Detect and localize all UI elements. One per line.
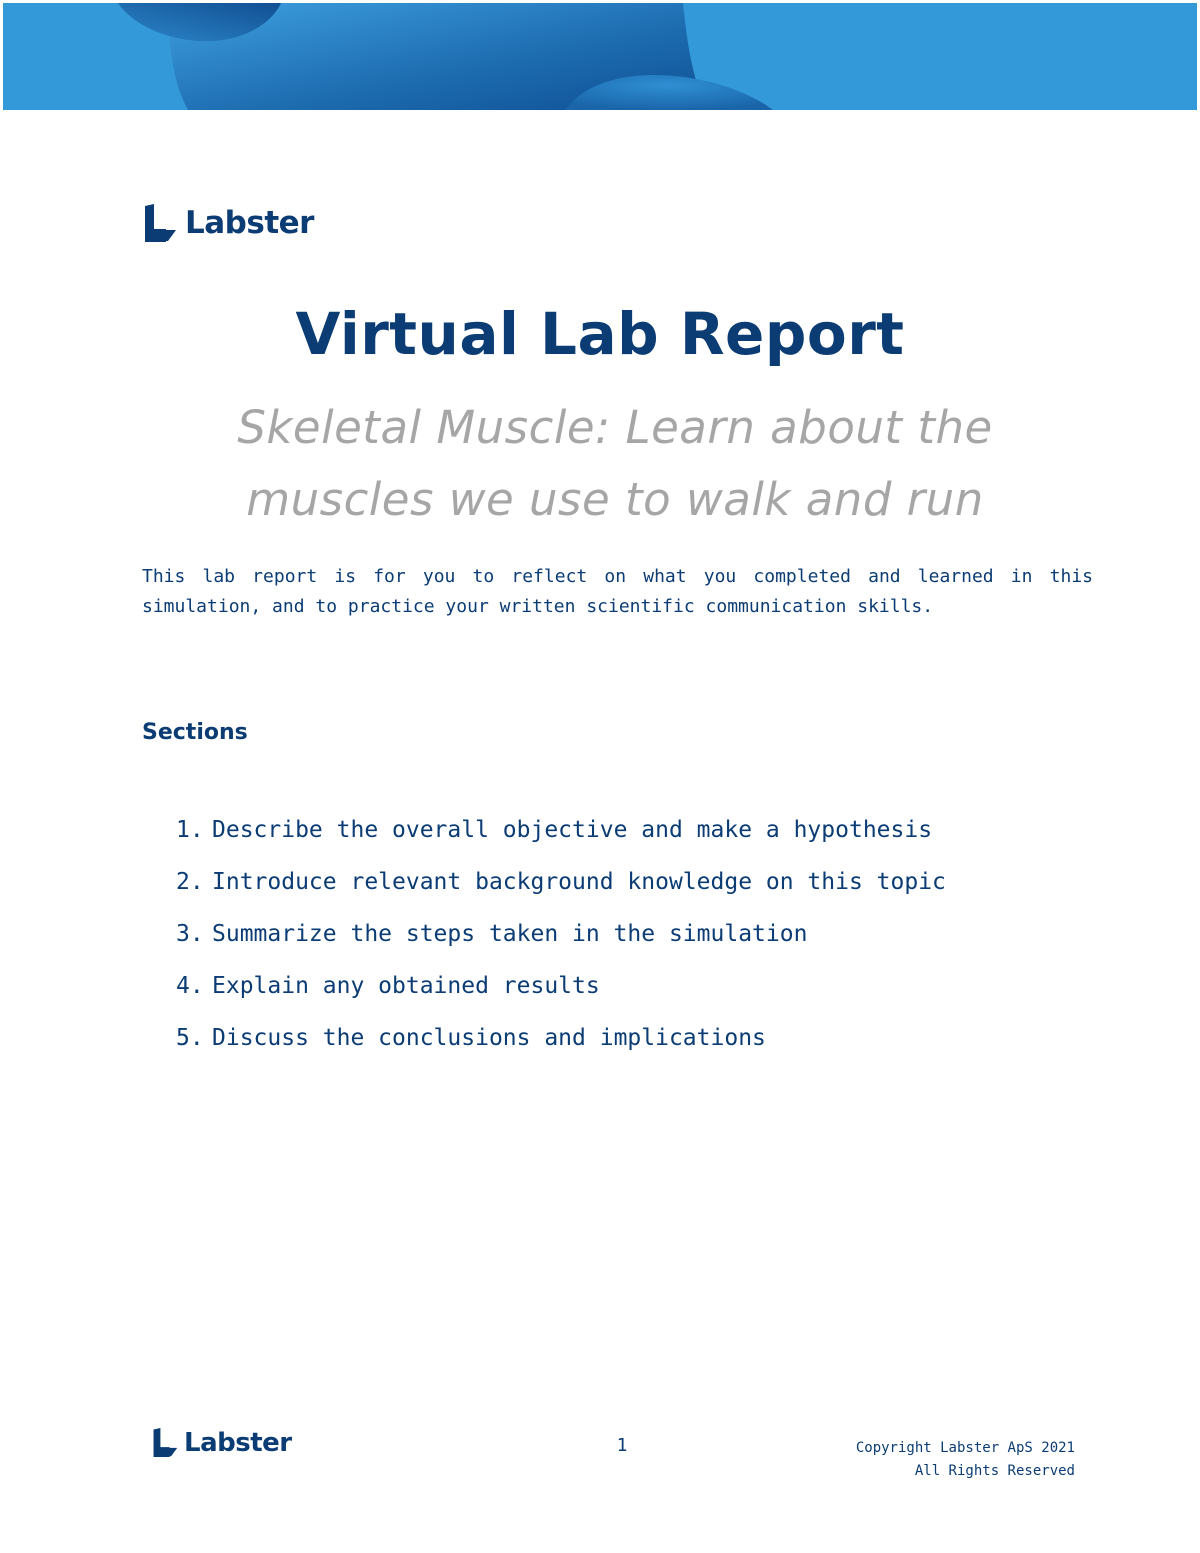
header-banner — [3, 3, 1197, 110]
list-item-text: Discuss the conclusions and implications — [212, 1025, 766, 1051]
banner-graphic — [3, 3, 1197, 110]
page-number: 1 — [616, 1435, 628, 1456]
labster-logo-icon — [143, 204, 177, 242]
list-item — [176, 804, 946, 856]
copyright-notice — [856, 1437, 1075, 1483]
list-item-number: 5. — [176, 1025, 204, 1051]
list-item-number: 4. — [176, 973, 204, 999]
labster-logo — [143, 204, 314, 242]
page-title: Virtual Lab Report — [295, 300, 905, 368]
list-item-text: Describe the overall objective and make a hypothesis — [212, 817, 933, 843]
list-item — [176, 856, 946, 908]
sections-list — [176, 804, 946, 1064]
list-item-text: Summarize the steps taken in the simulation — [212, 921, 808, 947]
list-item-text: Introduce relevant background knowledge on this topic — [212, 869, 946, 895]
list-item — [176, 1012, 946, 1064]
rights-line: All Rights Reserved — [914, 1463, 1075, 1479]
list-item-text: Explain any obtained results — [212, 973, 600, 999]
intro-paragraph: This lab report is for you to reflect on what you completed and learned in this simulation, and to practice your written scientific communication skills. — [142, 566, 1093, 617]
subtitle-line-1: Skeletal Muscle: Learn about the — [237, 401, 993, 454]
list-item — [176, 960, 946, 1012]
subtitle-line-2: muscles we use to walk and run — [246, 473, 984, 526]
copyright-line: Copyright Labster ApS 2021 — [855, 1440, 1075, 1456]
labster-logo-icon — [152, 1427, 178, 1458]
list-item — [176, 908, 946, 960]
footer-logo — [152, 1427, 292, 1458]
footer-logo-text: Labster — [184, 1427, 292, 1458]
page-subtitle — [150, 392, 1080, 536]
sections-heading: Sections — [142, 720, 248, 745]
list-item-number: 2. — [176, 869, 204, 895]
list-item-number: 1. — [176, 817, 204, 843]
logo-text: Labster — [185, 205, 314, 241]
list-item-number: 3. — [176, 921, 204, 947]
